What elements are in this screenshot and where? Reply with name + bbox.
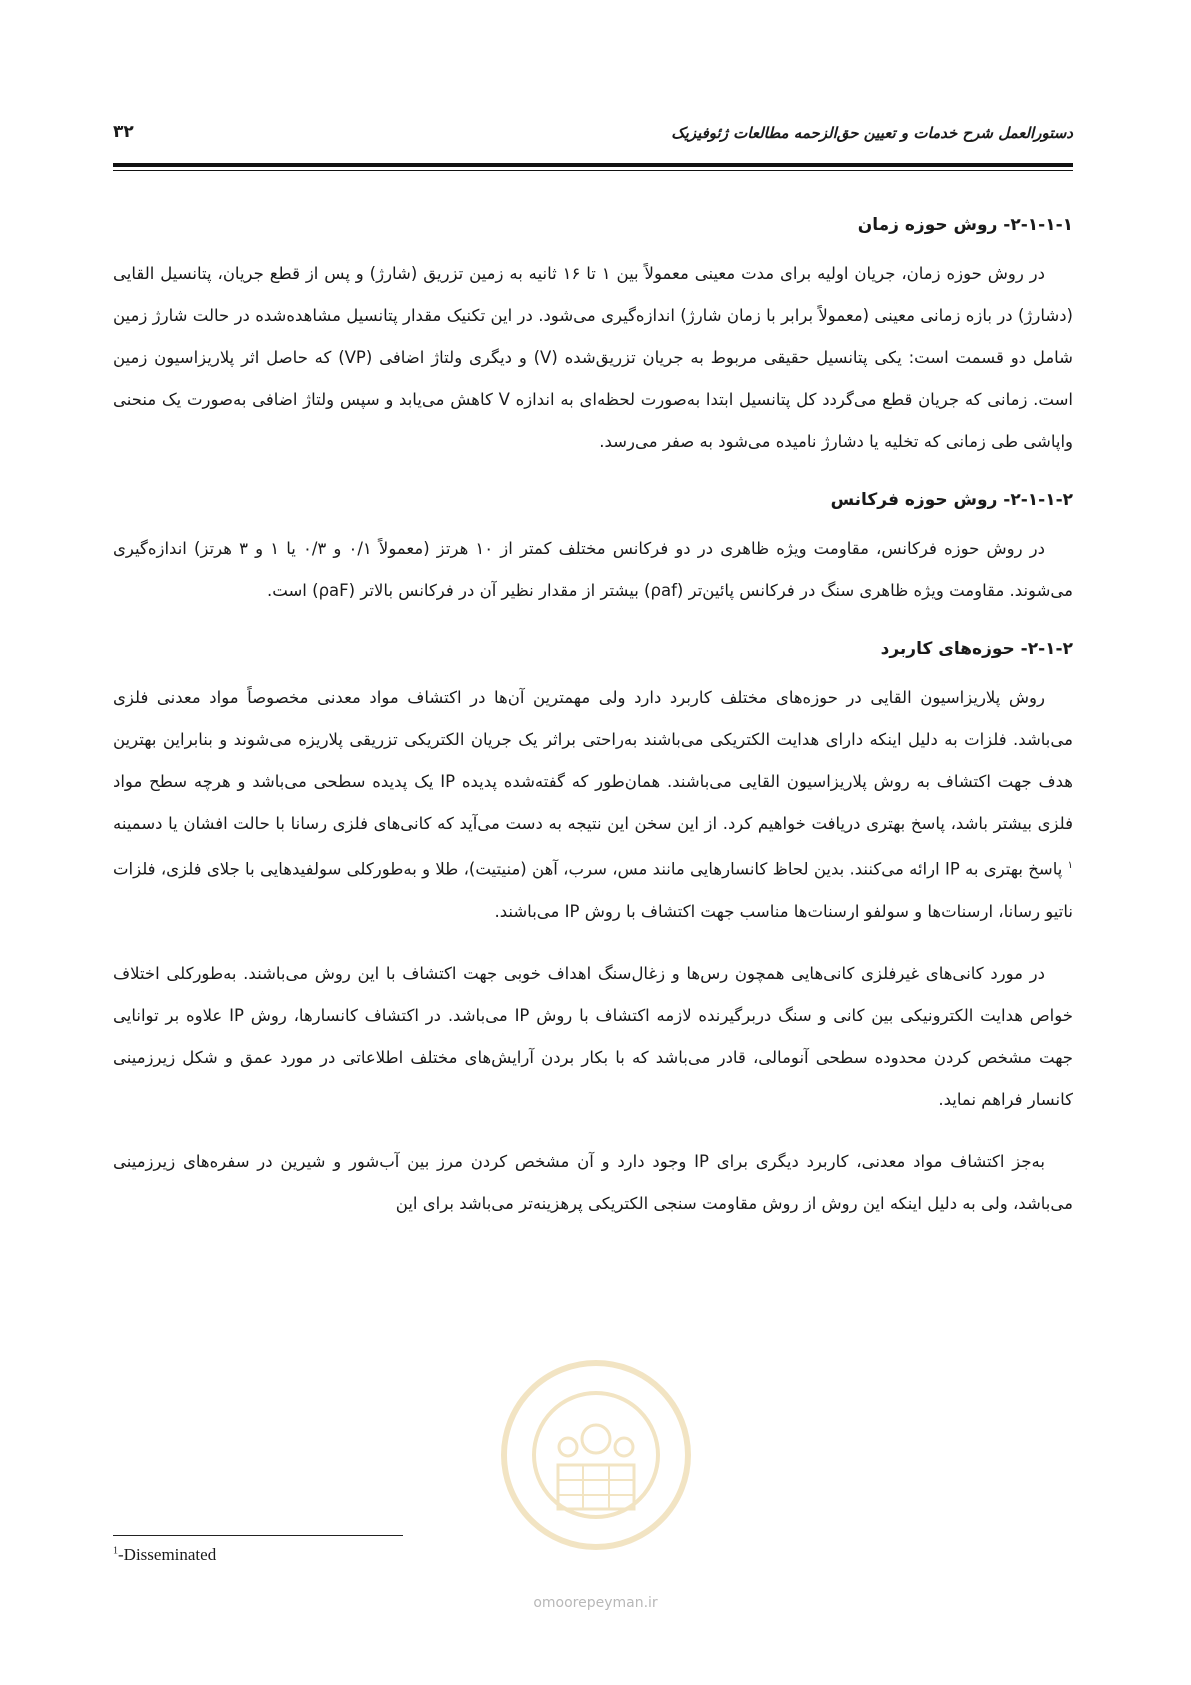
footnote-text: -Disseminated	[118, 1545, 217, 1564]
section-time-domain	[113, 212, 1073, 463]
paragraph	[113, 677, 1073, 933]
watermark-text: omoorepeyman.ir	[533, 1595, 658, 1611]
header-rule-thick	[113, 163, 1073, 167]
paragraph: به‌جز اکتشاف مواد معدنی، کاربرد دیگری برای IP وجود دارد و آن مشخص کردن مرز بین آب‌شور و شیرین در سفره‌های زیرزمینی می‌باشد، ولی به دلیل اینکه این روش از روش مقاومت سنجی الکتریکی پرهزینه‌تر می‌باشد برای این	[113, 1151, 1073, 1213]
paragraph: در روش حوزه فرکانس، مقاومت ویژه ظاهری در دو فرکانس مختلف کمتر از ۱۰ هرتز (معمولاً ۰/۱ و ۰/۳ یا ۱ و ۳ هرتز) اندازه‌گیری می‌شوند. مقاومت ویژه ظاهری سنگ در فرکانس پائین‌تر (ρaf) بیشتر از مقدار نظیر آن در فرکانس بالاتر (ρaF) است.	[113, 539, 1073, 600]
page-header	[113, 122, 1073, 148]
page-content	[113, 212, 1073, 1249]
page-number: ۳۲	[113, 122, 134, 142]
running-title: دستورالعمل شرح خدمات و تعیین حق‌الزحمه مطالعات ژئوفیزیک	[671, 124, 1073, 142]
paragraph-text: روش پلاریزاسیون القایی در حوزه‌های مختلف کاربرد دارد ولی مهمترین آن‌ها در اکتشاف مواد معدنی مخصوصاً مواد معدنی فلزی می‌باشد. فلزات به دلیل اینکه دارای هدایت الکتریکی می‌باشند به‌راحتی براثر یک جریان الکتریکی تزریقی پلاریزه می‌شوند و بنابراین بهترین هدف جهت اکتشاف به روش پلاریزاسیون القایی می‌باشند. همان‌طور که گفته‌شده پدیده IP یک پدیده سطحی می‌باشد و هرچه سطح مواد فلزی بیشتر باشد، پاسخ بهتری دریافت خواهیم کرد. از این سخن این نتیجه به دست می‌آید که کانی‌های فلزی رسانا با حالت افشان یا دسمینه	[113, 688, 1073, 833]
section-heading: ۲-۱-۱-۲- روش حوزه فرکانس	[830, 490, 1073, 510]
footnote-marker: 1	[113, 1545, 118, 1557]
paragraph: در روش حوزه زمان، جریان اولیه برای مدت معینی معمولاً بین ۱ تا ۱۶ ثانیه به زمین تزریق (شارژ) و پس از قطع جریان، پتانسیل القایی (دشارژ) در بازه زمانی معینی (معمولاً برابر با زمان شارژ) اندازه‌گیری می‌شود. در این تکنیک مقدار پتانسیل مشاهده‌شده در حالت شارژ زمین شامل دو قسمت است: یکی پتانسیل حقیقی مربوط به جریان تزریق‌شده (V) و دیگری ولتاژ اضافی (VP) که حاصل اثر پلاریزاسیون زمین است. زمانی که جریان قطع می‌گردد کل پتانسیل ابتدا به‌صورت لحظه‌ای به اندازه V کاهش می‌یابد و سپس ولتاژ اضافی به‌صورت یک منحنی واپاشی طی زمانی که تخلیه یا دشارژ نامیده می‌شود به صفر می‌رسد.	[113, 264, 1074, 451]
paragraph-text-continued: پاسخ بهتری به IP ارائه می‌کنند. بدین لحاظ کانسارهایی مانند مس، سرب، آهن (منیتیت)، طلا و به‌طورکلی سولفیدهایی با جلای فلزی، فلزات ناتیو رسانا، ارسنات‌ها و سولفو ارسنات‌ها مناسب جهت اکتشاف با روش IP می‌باشند.	[113, 859, 1073, 921]
section-frequency-domain	[113, 487, 1073, 612]
section-heading: ۲-۱-۲- حوزه‌های کاربرد	[880, 639, 1073, 659]
footnote-reference: ۱	[1067, 860, 1073, 871]
seal-logo-icon	[496, 1355, 696, 1555]
header-rule-thin	[113, 170, 1073, 171]
footnote	[113, 1545, 216, 1565]
section-applications	[113, 636, 1073, 1225]
paragraph: در مورد کانی‌های غیرفلزی کانی‌هایی همچون رس‌ها و زغال‌سنگ اهداف خوبی جهت اکتشاف با این روش می‌باشند. به‌طورکلی اختلاف خواص هدایت الکترونیکی بین کانی و سنگ دربرگیرنده لازمه اکتشاف با روش IP می‌باشد. در اکتشاف کانسارها، روش IP علاوه بر توانایی جهت مشخص کردن محدوده سطحی آنومالی، قادر می‌باشد که با بکار بردن آرایش‌های مختلف اطلاعاتی در مورد عمق و شکل زیرزمینی کانسار فراهم نماید.	[113, 963, 1073, 1109]
section-heading: ۲-۱-۱-۱- روش حوزه زمان	[857, 215, 1073, 235]
footnote-rule	[113, 1535, 403, 1536]
